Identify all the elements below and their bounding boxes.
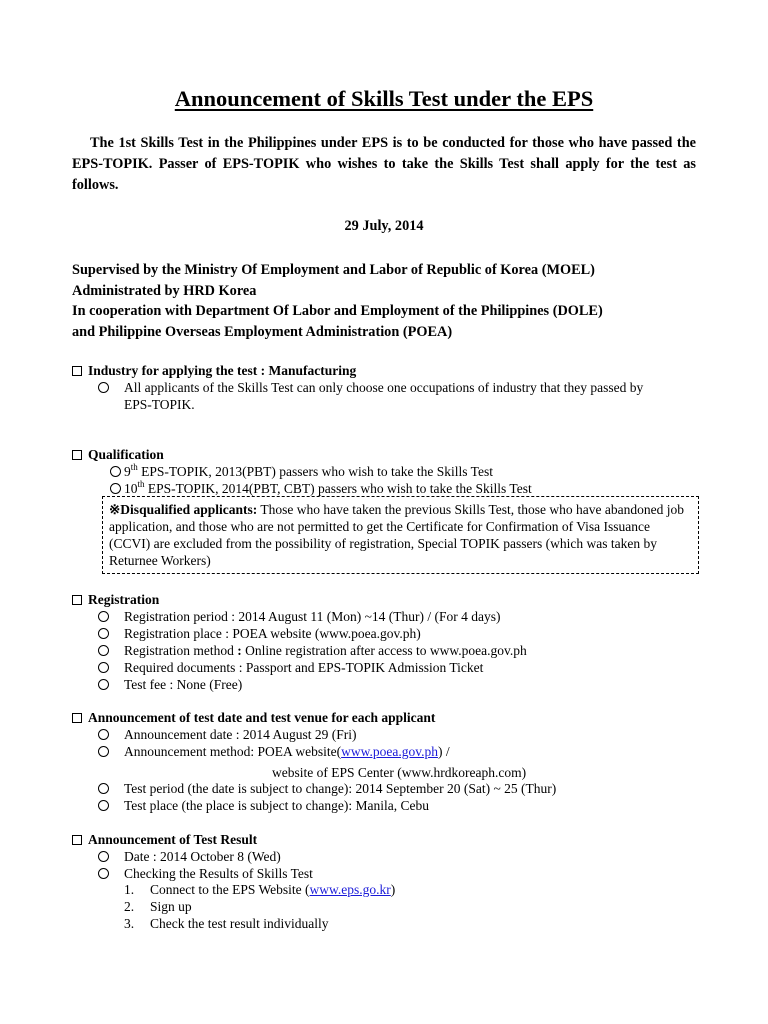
numbered-step: 2. Sign up bbox=[124, 899, 192, 914]
circle-bullet-icon bbox=[98, 868, 109, 879]
org-line: Supervised by the Ministry Of Employment and Labor of Republic of Korea (MOEL) bbox=[72, 262, 595, 278]
circle-bullet-icon bbox=[110, 466, 121, 477]
list-item-continuation: website of EPS Center (www.hrdkoreaph.com) bbox=[272, 765, 527, 780]
circle-bullet-icon bbox=[98, 783, 109, 794]
circle-bullet-icon bbox=[98, 628, 109, 639]
organization-block bbox=[72, 260, 603, 342]
org-line: Administrated by HRD Korea bbox=[72, 282, 257, 299]
poea-website-link[interactable]: www.poea.gov.ph bbox=[341, 744, 438, 759]
checkbox-square-icon bbox=[72, 713, 82, 723]
list-item: All applicants of the Skills Test can only choose one occupations of industry that they passed by EPS-TOPIK. bbox=[98, 379, 658, 413]
list-item: Date : 2014 October 8 (Wed) bbox=[98, 848, 281, 865]
list-item: Test period (the date is subject to change): 2014 September 20 (Sat) ~ 25 (Thur) bbox=[98, 780, 556, 797]
list-item: Announcement method: POEA website(www.poea.gov.ph) / bbox=[98, 743, 450, 760]
circle-bullet-icon bbox=[98, 800, 109, 811]
circle-bullet-icon bbox=[98, 611, 109, 622]
disqualified-label: ※Disqualified applicants: bbox=[109, 502, 258, 517]
section-heading-result: Announcement of Test Result bbox=[72, 831, 257, 848]
circle-bullet-icon bbox=[98, 662, 109, 673]
circle-bullet-icon bbox=[98, 729, 109, 740]
section-heading-registration: Registration bbox=[72, 591, 159, 608]
list-item: Registration method : Online registration after access to www.poea.gov.ph bbox=[98, 642, 527, 659]
circle-bullet-icon bbox=[110, 483, 121, 494]
section-heading-qualification: Qualification bbox=[72, 446, 164, 463]
list-item: Checking the Results of Skills Test bbox=[98, 865, 313, 882]
checkbox-square-icon bbox=[72, 835, 82, 845]
numbered-step: 3. Check the test result individually bbox=[124, 916, 329, 931]
list-item: 10th EPS-TOPIK, 2014(PBT, CBT) passers who wish to take the Skills Test bbox=[110, 480, 532, 497]
circle-bullet-icon bbox=[98, 679, 109, 690]
list-item: Required documents : Passport and EPS-TOPIK Admission Ticket bbox=[98, 659, 483, 676]
list-item: Test fee : None (Free) bbox=[98, 676, 242, 693]
numbered-step: 1. Connect to the EPS Website (www.eps.go.kr) bbox=[124, 882, 396, 897]
intro-paragraph: The 1st Skills Test in the Philippines under EPS is to be conducted for those who have passed the EPS-TOPIK. Passer of EPS-TOPIK who wishes to take the Skills Test shall apply for the test as follows. bbox=[72, 135, 696, 193]
announcement-date: 29 July, 2014 bbox=[344, 218, 424, 234]
disqualified-text: Those who have taken the previous Skills Test, those who have abandoned job application, and those who are not permitted to get the Certificate for Confirmation of Visa Issuance (CCVI) are excluded from the possibility of registration, Special TOPIK passers (which was taken by Returnee Workers) bbox=[109, 502, 684, 568]
list-item: Announcement date : 2014 August 29 (Fri) bbox=[98, 726, 356, 743]
circle-bullet-icon bbox=[98, 382, 109, 393]
checkbox-square-icon bbox=[72, 595, 82, 605]
disqualified-notice-box bbox=[102, 496, 699, 574]
checkbox-square-icon bbox=[72, 450, 82, 460]
list-item: Test place (the place is subject to change): Manila, Cebu bbox=[98, 797, 429, 814]
list-item: Registration place : POEA website (www.poea.gov.ph) bbox=[98, 625, 421, 642]
circle-bullet-icon bbox=[98, 645, 109, 656]
org-line: In cooperation with Department Of Labor and Employment of the Philippines (DOLE) bbox=[72, 303, 603, 319]
section-heading-industry: Industry for applying the test : Manufacturing bbox=[72, 362, 356, 379]
eps-website-link[interactable]: www.eps.go.kr bbox=[309, 882, 391, 897]
page-title: Announcement of Skills Test under the EPS bbox=[174, 86, 594, 111]
section-heading-announcement: Announcement of test date and test venue for each applicant bbox=[72, 709, 435, 726]
circle-bullet-icon bbox=[98, 851, 109, 862]
list-item: 9th EPS-TOPIK, 2013(PBT) passers who wish to take the Skills Test bbox=[110, 463, 493, 480]
list-item: Registration period : 2014 August 11 (Mon) ~14 (Thur) / (For 4 days) bbox=[98, 608, 501, 625]
org-line: and Philippine Overseas Employment Administration (POEA) bbox=[72, 323, 453, 340]
circle-bullet-icon bbox=[98, 746, 109, 757]
checkbox-square-icon bbox=[72, 366, 82, 376]
